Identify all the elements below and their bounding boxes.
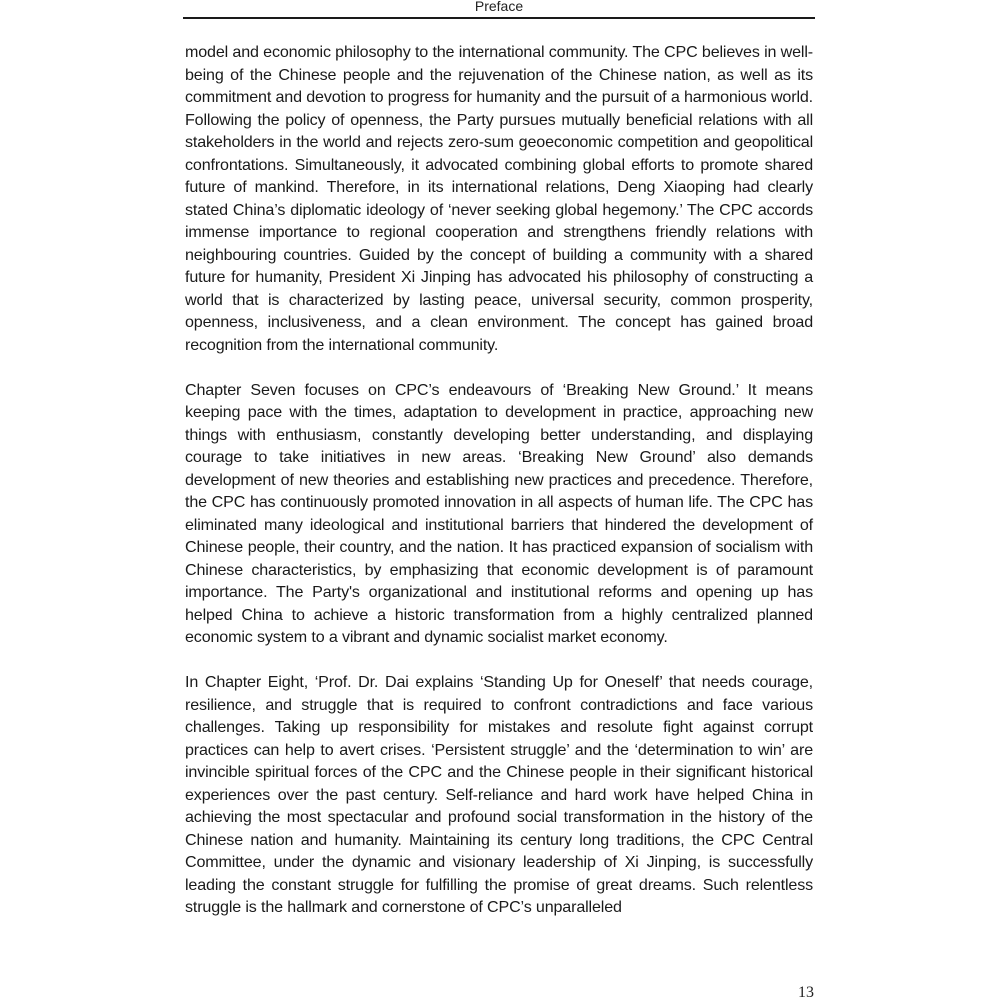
body-text	[185, 41, 813, 919]
paragraph-international-relations: model and economic philosophy to the international community. The CPC believes in well-being of the Chinese people and the rejuvenation of the Chinese nation, as well as its commitment and devotion to progress for humanity and the pursuit of a harmonious world. Following the policy of openness, the Party pursues mutually beneficial relations with all stakeholders in the world and rejects zero-sum geoeconomic competition and geopolitical confrontations. Simultaneously, it advocated combining global efforts to promote shared future of mankind. Therefore, in its international relations, Deng Xiaoping had clearly stated China’s diplomatic ideology of ‘never seeking global hegemony.’ The CPC accords immense importance to regional cooperation and strengthens friendly relations with neighbouring countries. Guided by the concept of building a community with a shared future for humanity, President Xi Jinping has advocated his philosophy of constructing a world that is characterized by lasting peace, universal security, common prosperity, openness, inclusiveness, and a clean environment. The concept has gained broad recognition from the international community.	[185, 43, 813, 354]
paragraph-chapter-seven: Chapter Seven focuses on CPC’s endeavours of ‘Breaking New Ground.’ It means keeping pace with the times, adaptation to development in practice, approaching new things with enthusiasm, constantly developing better understanding, and displaying courage to take initiatives in new areas. ‘Breaking New Ground’ also demands development of new theories and establishing new practices and precedence. Therefore, the CPC has continuously promoted innovation in all aspects of human life. The CPC has eliminated many ideological and institutional barriers that hindered the development of Chinese people, their country, and the nation. It has practiced expansion of socialism with Chinese characteristics, by emphasizing that economic development is of paramount importance. The Party's organizational and institutional reforms and opening up has helped China to achieve a historic transformation from a highly centralized planned economic system to a vibrant and dynamic socialist market economy.	[185, 380, 813, 646]
running-header	[183, 0, 815, 19]
paragraph-chapter-eight: In Chapter Eight, ‘Prof. Dr. Dai explains ‘Standing Up for Oneself’ that needs courage, resilience, and struggle that is required to confront contradictions and face various challenges. Taking up responsibility for mistakes and resolute fight against corrupt practices can help to avert crises. ‘Persistent struggle’ and the ‘determination to win’ are invincible spiritual forces of the CPC and the Chinese people in their significant historical experiences over the past century. Self-reliance and hard work have helped China in achieving the most spectacular and profound social transformation in the history of the Chinese nation and humanity. Maintaining its century long traditions, the CPC Central Committee, under the dynamic and visionary leadership of Xi Jinping, is successfully leading the constant struggle for fulfilling the promise of great dreams. Such relentless struggle is the hallmark and cornerstone of CPC’s unparalleled	[185, 673, 813, 916]
header-title: Preface	[474, 0, 524, 14]
page-number: 13	[798, 984, 814, 1001]
